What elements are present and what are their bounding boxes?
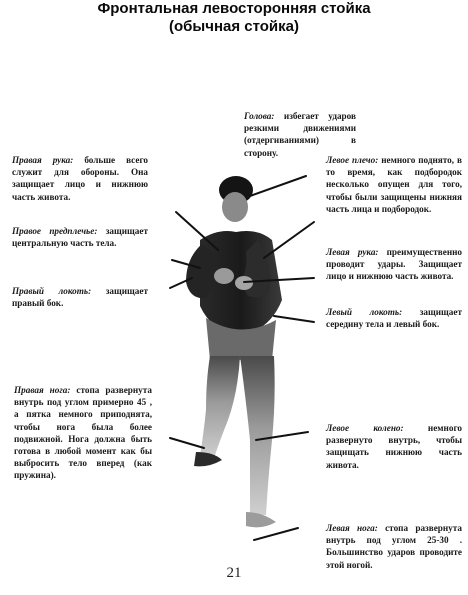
caption-right-elbow-text: защищает правый бок. xyxy=(12,286,148,309)
caption-right-forearm xyxy=(12,225,148,249)
caption-left-knee xyxy=(326,422,462,471)
caption-left-arm-label: Левая рука: xyxy=(326,247,379,257)
title-line-2: (обычная стойка) xyxy=(169,18,299,35)
caption-right-forearm-text: защищает центральную часть тела. xyxy=(12,226,148,249)
caption-right-elbow-label: Правый локоть: xyxy=(12,286,92,296)
caption-left-elbow-text: защищает середину тела и левый бок. xyxy=(326,307,462,330)
title-line-1: Фронтальная левосторонняя стойка xyxy=(97,0,371,17)
caption-right-leg-text: стопа развернута внутрь под углом примерно 45 , а пятка немного приподнята, чтобы нога была более подвижной. Нога должна быть готова в любой момент как бы выбросить тело вперед (как пружина). xyxy=(14,385,152,481)
pointer-right-arm xyxy=(176,212,218,250)
caption-left-leg-label: Левая нога: xyxy=(326,523,378,533)
caption-right-arm-label: Правая рука: xyxy=(12,155,74,165)
pointer-left-arm xyxy=(244,278,314,282)
caption-right-leg-label: Правая нога: xyxy=(14,385,71,395)
caption-left-leg-text: стопа развернута внутрь под углом 25-30 . Большинство ударов проводите этой ногой. xyxy=(326,523,462,570)
pointer-right-elbow xyxy=(170,278,192,288)
caption-right-elbow xyxy=(12,285,148,309)
caption-head-text: избегает ударов резкими движениями (отдергиваниями) в сторону. xyxy=(244,111,356,158)
pointer-head xyxy=(250,176,306,196)
caption-head-label: Голова: xyxy=(244,111,275,121)
pointer-left-knee xyxy=(256,432,308,440)
caption-left-shoulder-label: Левое плечо: xyxy=(326,155,379,165)
page-number: 21 xyxy=(226,565,242,581)
caption-head xyxy=(244,110,356,159)
pointer-right-forearm xyxy=(172,260,200,268)
pointer-left-leg xyxy=(254,528,298,540)
caption-left-arm-text: преимущественно проводит удары. Защищает лицо и нижнюю часть живота. xyxy=(326,247,462,282)
caption-left-knee-text: немного развернуто внутрь, чтобы защищать нижнюю часть живота. xyxy=(326,423,462,470)
caption-right-arm xyxy=(12,154,148,203)
caption-left-elbow-label: Левый локоть: xyxy=(326,307,403,317)
caption-left-leg xyxy=(326,522,462,571)
caption-left-arm xyxy=(326,246,462,283)
pointer-right-leg xyxy=(170,438,204,448)
caption-right-leg xyxy=(14,384,152,482)
caption-left-shoulder-text: немного поднято, в то время, как подбородок несколько опущен для того, чтобы были защищены нижняя часть лица и подбородок. xyxy=(326,155,462,214)
pointer-left-elbow xyxy=(274,316,314,322)
caption-left-knee-label: Левое колено: xyxy=(326,423,404,433)
caption-left-shoulder xyxy=(326,154,462,215)
caption-right-forearm-label: Правое предплечье: xyxy=(12,226,98,236)
pointer-left-shoulder xyxy=(264,222,314,258)
caption-right-arm-text: больше всего служит для обороны. Она защищает лицо и нижнюю часть живота. xyxy=(12,155,148,202)
caption-left-elbow xyxy=(326,306,462,330)
